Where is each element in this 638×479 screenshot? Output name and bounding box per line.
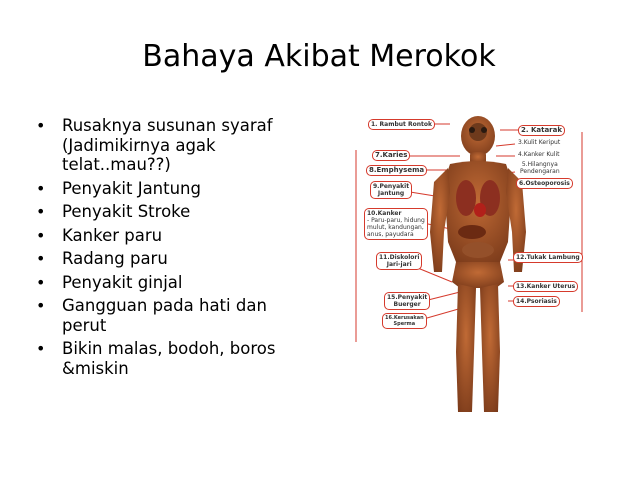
slide-title: Bahaya Akibat Merokok [142,39,496,74]
label-line: anus, payudara [367,231,414,238]
list-item [36,116,296,175]
bullet-icon: • [36,202,46,221]
bullet-text: Penyakit Jantung [62,178,201,198]
bullet-list [36,116,296,382]
label-line: 10.Kanker [367,210,402,217]
label-katarak: 2. Katarak [518,125,565,136]
bullet-icon: • [36,116,46,135]
bullet-text: Penyakit Stroke [62,202,191,221]
label-kanker [364,208,428,240]
list-item [36,202,296,222]
bullet-text: Bikin malas, bodoh, boros &miskin [62,339,276,378]
label-line: - Paru-paru, hidung [367,217,425,224]
list-item [36,296,296,335]
list-item [36,339,296,378]
label-psoriasis: 14.Psoriasis [513,296,560,307]
bullet-icon: • [36,178,46,198]
bullet-text: Penyakit ginjal [62,272,183,292]
label-kanker-uterus: 13.Kanker Uterus [513,281,578,292]
bullet-icon: • [36,225,46,245]
label-line: mulut, kandungan, [367,224,424,231]
label-line: Jantung [377,190,405,197]
label-kulit-keriput: 3.Kulit Keriput [518,139,561,146]
label-karies: 7.Karies [372,150,410,161]
list-item [36,179,296,199]
body-silhouette [430,116,526,412]
label-osteoporosis: 6.Osteoporosis [516,178,573,189]
label-hilangnya-pendengaran [518,160,562,176]
label-tukak-lambung: 12.Tukak Lambung [513,252,583,263]
bullet-icon: • [36,249,46,268]
bullet-icon: • [36,296,46,315]
label-emphysema: 8.Emphysema [366,165,427,176]
bullet-text: Gangguan pada hati dan perut [62,296,267,335]
list-item [36,226,296,246]
label-penyakit-jantung [370,181,412,199]
list-item [36,273,296,293]
bullet-icon: • [36,272,46,292]
label-line: 11.Diskolori [379,254,420,261]
label-kerusakan-sperma [382,313,427,329]
label-kanker-kulit: 4.Kanker Kulit [518,151,560,158]
bullet-text: Radang paru [62,249,168,268]
label-line: Buerger [393,301,421,308]
label-line: 5.Hilangnya [521,161,558,168]
label-line: 15.Penyakit [387,294,428,301]
label-line: 16.Kerusakan [385,315,424,321]
label-line: 9.Penyakit [373,183,410,190]
list-item [36,249,296,269]
label-rambut-rontok: 1. Rambut Rontok [368,119,435,130]
label-penyakit-buerger [384,292,430,310]
bullet-icon: • [36,339,46,358]
label-line: Jari-jari [386,261,412,268]
bullet-text: Kanker paru [62,225,163,245]
bullet-text: Rusaknya susunan syaraf (Jadimikirnya agak telat..mau??) [62,116,273,174]
label-diskolori [376,252,422,270]
smoking-effects-figure [350,112,590,428]
label-line: Pendengaran [520,168,560,175]
label-line: Sperma [393,321,416,327]
